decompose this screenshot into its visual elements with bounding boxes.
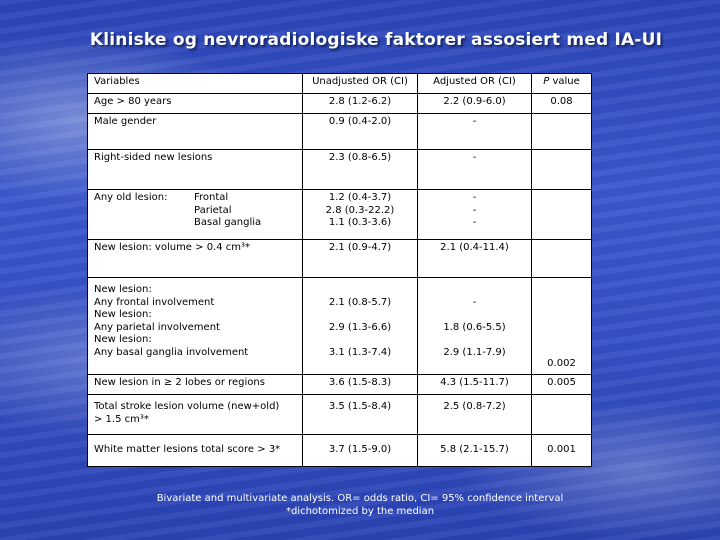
table-header-row	[88, 74, 592, 94]
row-adjusted	[418, 190, 532, 240]
value-line: -	[472, 192, 477, 203]
row-label: New lesion in ≥ 2 lobes or regions	[88, 375, 303, 395]
row-unadjusted: 3.6 (1.5-8.3)	[303, 375, 418, 395]
involvement-line: Any basal ganglia involvement	[94, 346, 249, 358]
row-p-value	[532, 114, 592, 150]
table-row	[88, 435, 592, 467]
value-line: 1.1 (0.3-3.6)	[328, 217, 392, 228]
row-unadjusted: 3.7 (1.5-9.0)	[303, 435, 418, 467]
value-line: 1.8 (0.6-5.5)	[443, 321, 506, 333]
table-row	[88, 240, 592, 278]
table-row	[88, 150, 592, 190]
table-row	[88, 94, 592, 114]
row-label: Age > 80 years	[88, 94, 303, 114]
row-unadjusted: 2.8 (1.2-6.2)	[303, 94, 418, 114]
table-row	[88, 278, 592, 375]
involvement-line: New lesion:	[94, 334, 152, 345]
row-p-value: 0.005	[532, 375, 592, 395]
row-label	[88, 190, 303, 240]
row-unadjusted: 2.1 (0.9-4.7)	[303, 240, 418, 278]
row-p-value: 0.002	[532, 278, 592, 375]
row-unadjusted: 0.9 (0.4-2.0)	[303, 114, 418, 150]
row-unadjusted: 2.3 (0.8-6.5)	[303, 150, 418, 190]
row-label	[88, 395, 303, 435]
header-p-letter: P	[543, 76, 550, 87]
row-adjusted	[418, 278, 532, 375]
row-unadjusted	[303, 190, 418, 240]
footnote-line-2: *dichotomized by the median	[285, 506, 435, 517]
row-label	[88, 278, 303, 375]
value-line: -	[472, 217, 477, 228]
row-adjusted: 4.3 (1.5-11.7)	[418, 375, 532, 395]
footnote-line-1: Bivariate and multivariate analysis. OR= odds ratio, CI= 95% confidence interval	[156, 493, 564, 504]
row-adjusted: 2.2 (0.9-6.0)	[418, 94, 532, 114]
involvement-line: Any parietal involvement	[94, 321, 220, 333]
old-lesion-sub-frontal: Frontal	[194, 192, 229, 203]
row-label: New lesion: volume > 0.4 cm³*	[88, 240, 303, 278]
total-line: > 1.5 cm³*	[94, 413, 149, 425]
table-row	[88, 395, 592, 435]
old-lesion-sub-basal: Basal ganglia	[194, 217, 262, 228]
row-adjusted: -	[418, 114, 532, 150]
value-line: 2.1 (0.8-5.7)	[328, 296, 392, 308]
total-line: Total stroke lesion volume (new+old)	[94, 401, 280, 412]
row-p-value: 0.08	[532, 94, 592, 114]
value-line: 3.1 (1.3-7.4)	[328, 346, 392, 358]
old-lesion-sub-parietal: Parietal	[194, 204, 232, 216]
results-table	[87, 73, 592, 467]
value-line: 2.9 (1.3-6.6)	[328, 321, 392, 333]
slide-title: Kliniske og nevroradiologiske faktorer assosiert med IA-UI	[89, 30, 663, 50]
value-line: -	[472, 296, 477, 308]
row-label: Male gender	[88, 114, 303, 150]
footnote	[0, 492, 720, 518]
involvement-line: New lesion:	[94, 284, 152, 295]
involvement-line: Any frontal involvement	[94, 296, 215, 308]
row-adjusted: 2.5 (0.8-7.2)	[418, 395, 532, 435]
row-unadjusted	[303, 278, 418, 375]
row-p-value	[532, 240, 592, 278]
value-line: -	[472, 204, 477, 216]
involvement-line: New lesion:	[94, 309, 152, 320]
header-variables: Variables	[88, 74, 303, 94]
row-label: Right-sided new lesions	[88, 150, 303, 190]
row-unadjusted: 3.5 (1.5-8.4)	[303, 395, 418, 435]
row-label: White matter lesions total score > 3*	[88, 435, 303, 467]
row-adjusted: 5.8 (2.1-15.7)	[418, 435, 532, 467]
row-p-value: 0.001	[532, 435, 592, 467]
row-p-value	[532, 190, 592, 240]
table-row	[88, 114, 592, 150]
old-lesion-label: Any old lesion:	[94, 192, 168, 203]
value-line: 2.8 (0.3-22.2)	[325, 204, 395, 216]
header-p-rest: value	[549, 76, 580, 87]
row-adjusted: 2.1 (0.4-11.4)	[418, 240, 532, 278]
header-adjusted: Adjusted OR (CI)	[418, 74, 532, 94]
table-row	[88, 190, 592, 240]
row-p-value	[532, 150, 592, 190]
row-p-value	[532, 395, 592, 435]
value-line: 2.9 (1.1-7.9)	[443, 346, 506, 358]
value-line: 1.2 (0.4-3.7)	[328, 192, 392, 203]
header-unadjusted: Unadjusted OR (CI)	[303, 74, 418, 94]
table-row	[88, 375, 592, 395]
header-p-value	[532, 74, 592, 94]
row-adjusted: -	[418, 150, 532, 190]
